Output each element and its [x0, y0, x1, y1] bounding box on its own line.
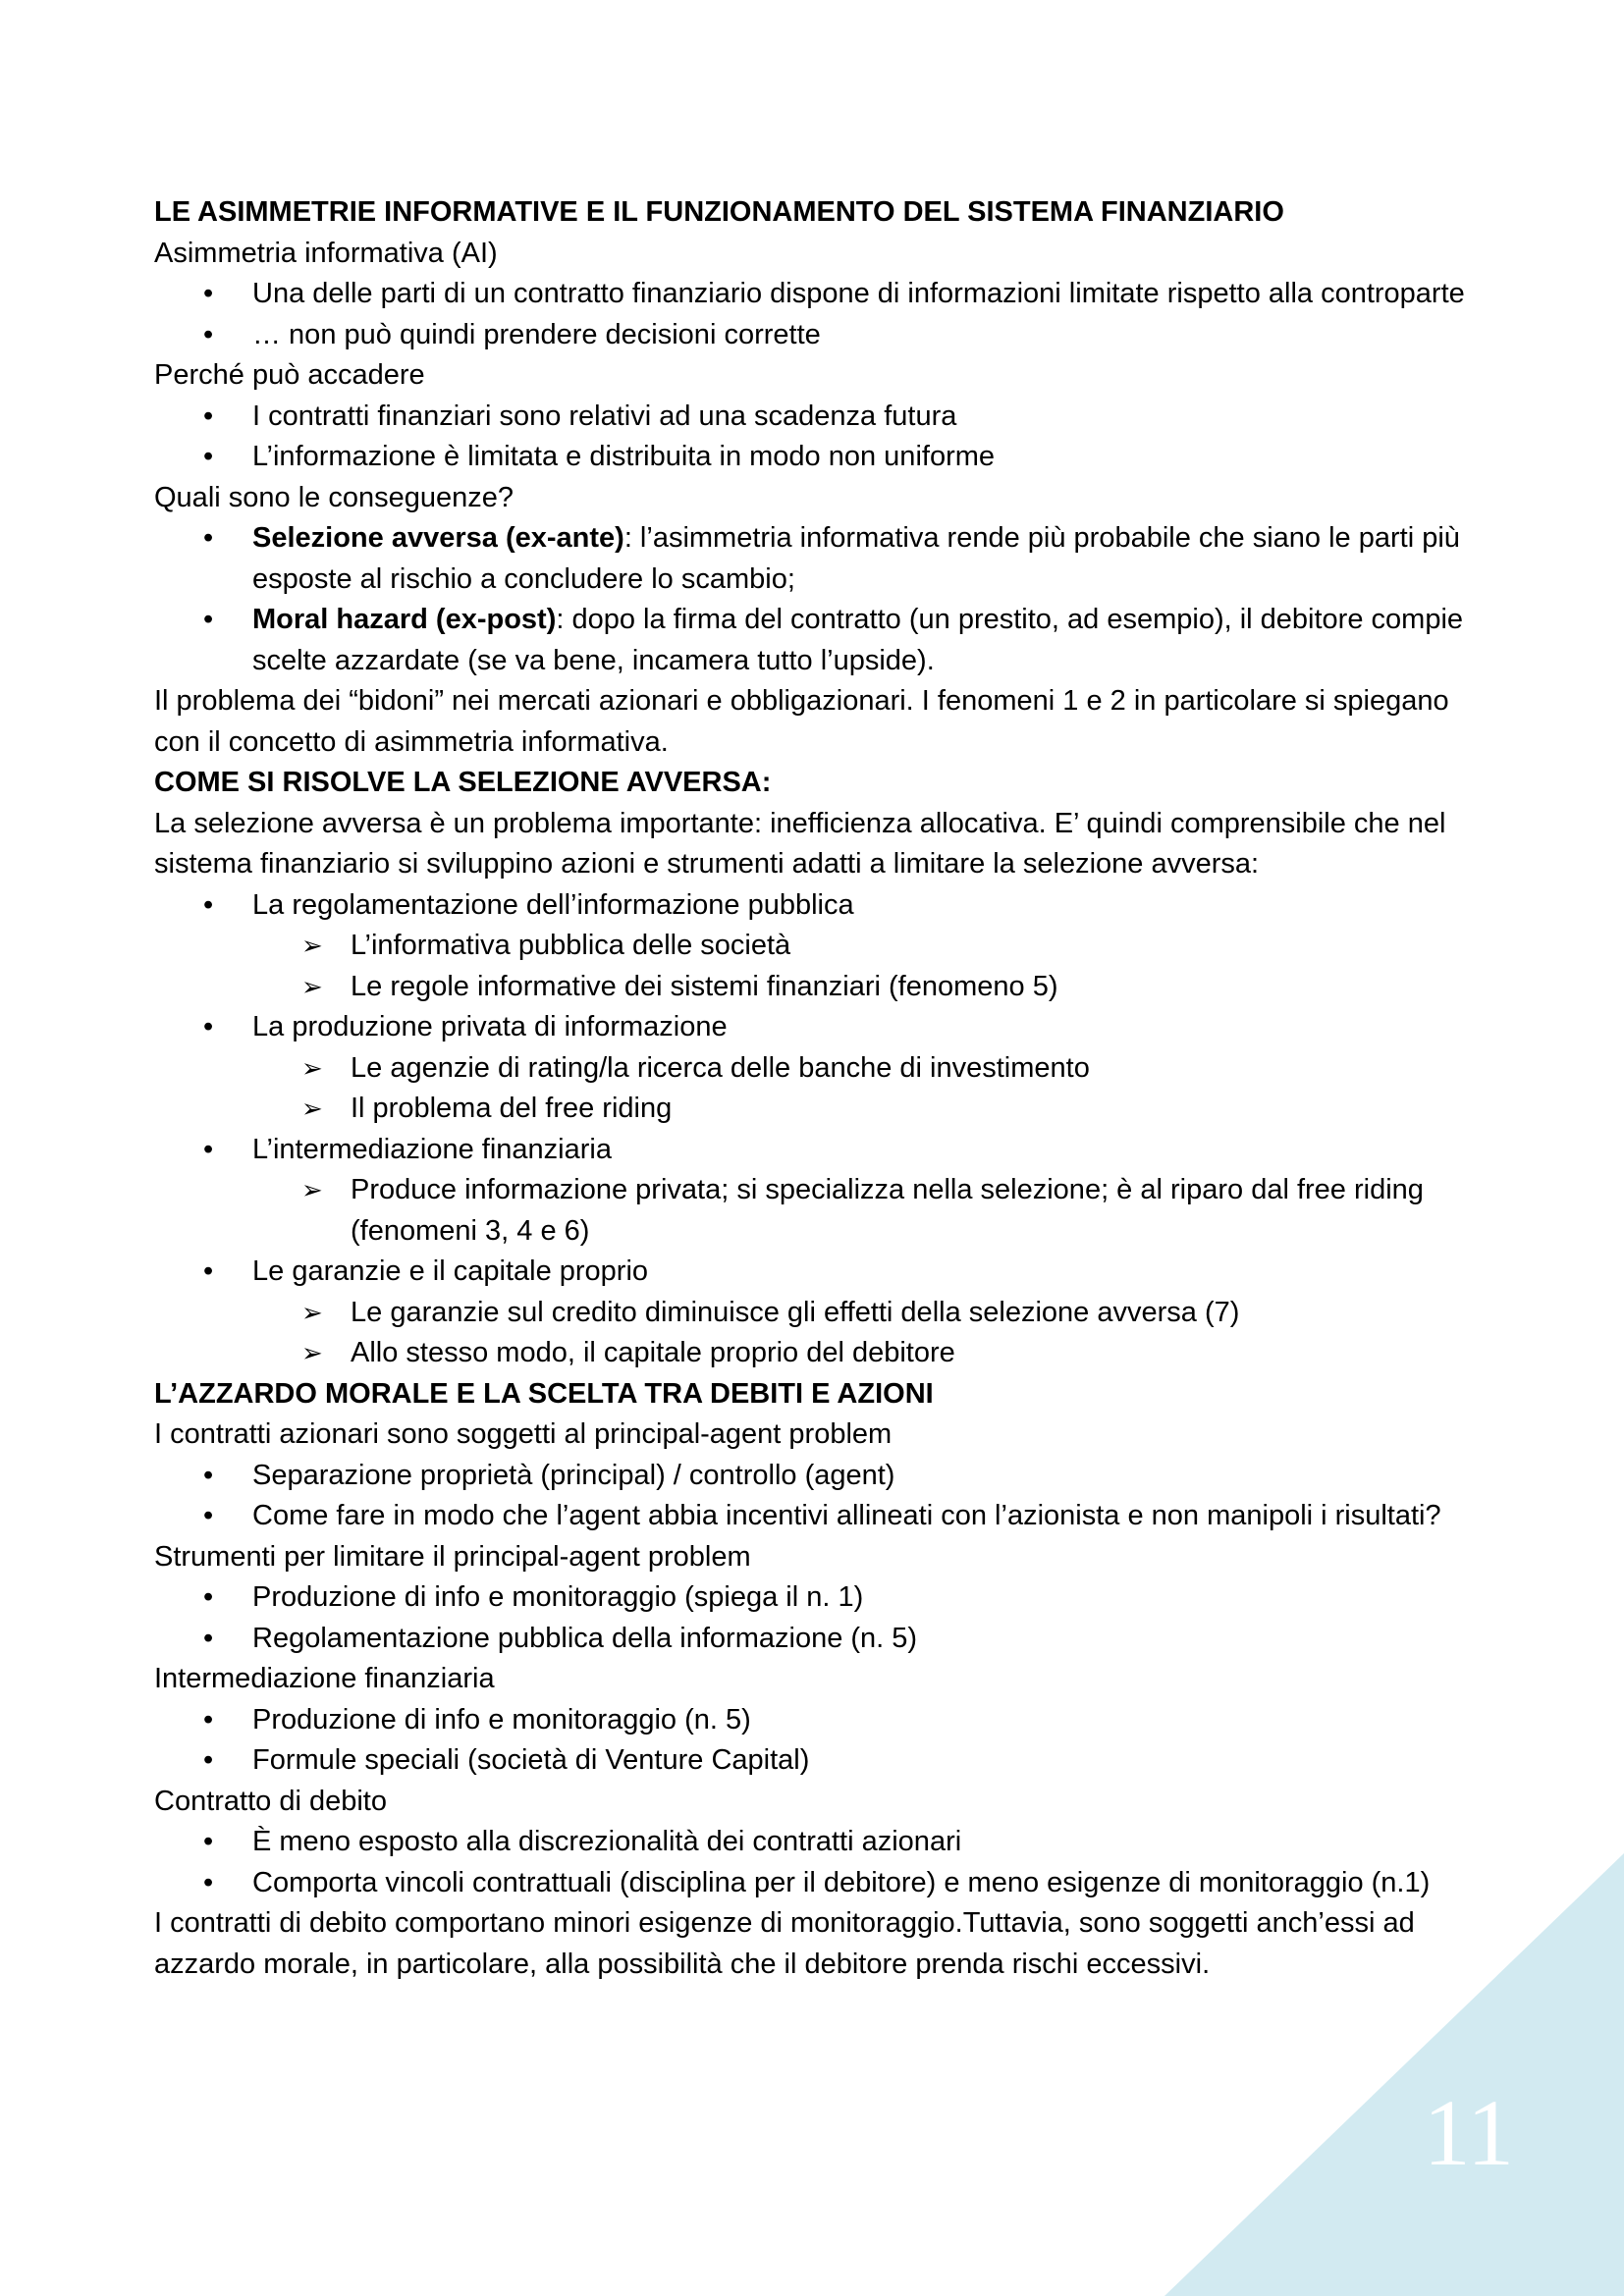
sublist-item: ➢ L’informativa pubblica delle società — [351, 926, 1480, 967]
why-list — [154, 397, 1480, 478]
final-paragraph: I contratti di debito comportano minori esigenze di monitoraggio.Tuttavia, sono soggetti anch’essi ad azzardo morale, in particolare, alla possibilità che il debitore prenda rischi eccessivi. — [154, 1907, 1415, 1980]
selezione-list — [154, 885, 1480, 1374]
list-item: • Formule speciali (società di Venture Capital) — [252, 1740, 1480, 1782]
consequences-label: Quali sono le conseguenze? — [154, 481, 514, 513]
sublist-item: ➢ Le garanzie sul credito diminuisce gli effetti della selezione avversa (7) — [351, 1293, 1480, 1334]
sublist — [252, 1170, 1480, 1252]
list-item-label: La regolamentazione dell’informazione pubblica — [252, 888, 854, 921]
tools-label: Strumenti per limitare il principal-agent problem — [154, 1540, 751, 1573]
list-item: • Regolamentazione pubblica della informazione (n. 5) — [252, 1619, 1480, 1660]
list-item: • … non può quindi prendere decisioni corrette — [252, 315, 1480, 356]
sublist-item: ➢ Le agenzie di rating/la ricerca delle banche di investimento — [351, 1048, 1480, 1090]
list-item-label: La produzione privata di informazione — [252, 1011, 728, 1042]
selezione-paragraph: La selezione avversa è un problema importante: inefficienza allocativa. E’ quindi comprensibile che nel sistema finanziario si sviluppino azioni e strumenti adatti a limitare la selezione avversa: — [154, 807, 1446, 880]
list-item: • L’informazione è limitata e distribuita in modo non uniforme — [252, 437, 1480, 478]
sublist-item: ➢ Le regole informative dei sistemi finanziari (fenomeno 5) — [351, 967, 1480, 1008]
heading-asimmetrie: LE ASIMMETRIE INFORMATIVE E IL FUNZIONAMENTO DEL SISTEMA FINANZIARIO — [154, 196, 1284, 228]
heading-azzardo-morale: L’AZZARDO MORALE E LA SCELTA TRA DEBITI E AZIONI — [154, 1377, 934, 1410]
bidoni-paragraph: Il problema dei “bidoni” nei mercati azionari e obbligazionari. I fenomeni 1 e 2 in particolare si spiegano con il concetto di asimmetria informativa. — [154, 685, 1449, 758]
list-item — [252, 1252, 1480, 1374]
list-item: • Come fare in modo che l’agent abbia incentivi allineati con l’azionista e non manipoli i risultati? — [252, 1496, 1480, 1537]
consequences-list — [154, 518, 1480, 681]
sublist — [252, 1293, 1480, 1374]
term-selezione-avversa: Selezione avversa (ex-ante) — [252, 522, 624, 554]
sublist — [252, 1048, 1480, 1130]
list-item: • Separazione proprietà (principal) / controllo (agent) — [252, 1456, 1480, 1497]
list-item — [252, 885, 1480, 1008]
page-number: 11 — [1423, 2080, 1514, 2185]
debito-list — [154, 1822, 1480, 1903]
list-item — [252, 518, 1480, 600]
list-item: • È meno esposto alla discrezionalità dei contratti azionari — [252, 1822, 1480, 1863]
sublist — [252, 926, 1480, 1007]
list-item-label: Le garanzie e il capitale proprio — [252, 1255, 649, 1287]
ai-list — [154, 274, 1480, 355]
list-item-text: : dopo la firma del contratto (un prestito, ad esempio), il debitore compie scelte azzardate (se va bene, incamera tutto l’upside). — [252, 604, 1464, 676]
list-item-text: : l’asimmetria informativa rende più probabile che siano le parti più esposte al rischio a concludere lo scambio; — [252, 522, 1460, 595]
list-item — [252, 1007, 1480, 1130]
sublist-item: ➢ Il problema del free riding — [351, 1089, 1480, 1130]
sublist-item: ➢ Produce informazione privata; si specializza nella selezione; è al riparo dal free riding (fenomeni 3, 4 e 6) — [351, 1170, 1480, 1252]
list-item: • Produzione di info e monitoraggio (n. 5) — [252, 1700, 1480, 1741]
heading-selezione-avversa: COME SI RISOLVE LA SELEZIONE AVVERSA: — [154, 767, 772, 798]
principal-agent-list — [154, 1456, 1480, 1537]
intermediazione-label: Intermediazione finanziaria — [154, 1663, 495, 1694]
sublist-item: ➢ Allo stesso modo, il capitale proprio del debitore — [351, 1333, 1480, 1374]
list-item-label: L’intermediazione finanziaria — [252, 1133, 612, 1165]
principal-agent-label: I contratti azionari sono soggetti al principal-agent problem — [154, 1418, 893, 1450]
ai-label: Asimmetria informativa (AI) — [154, 237, 498, 269]
why-label: Perché può accadere — [154, 359, 425, 391]
list-item — [252, 1130, 1480, 1253]
list-item: • I contratti finanziari sono relativi ad una scadenza futura — [252, 397, 1480, 438]
document-body — [154, 192, 1480, 1985]
term-moral-hazard: Moral hazard (ex-post) — [252, 604, 557, 635]
list-item — [252, 600, 1480, 681]
list-item: • Comporta vincoli contrattuali (disciplina per il debitore) e meno esigenze di monitoraggio (n.1) — [252, 1863, 1480, 1904]
list-item: • Produzione di info e monitoraggio (spiega il n. 1) — [252, 1577, 1480, 1619]
tools-list — [154, 1577, 1480, 1659]
debito-label: Contratto di debito — [154, 1785, 387, 1817]
intermediazione-list — [154, 1700, 1480, 1782]
list-item: • Una delle parti di un contratto finanziario dispone di informazioni limitate rispetto alla controparte — [252, 274, 1480, 315]
